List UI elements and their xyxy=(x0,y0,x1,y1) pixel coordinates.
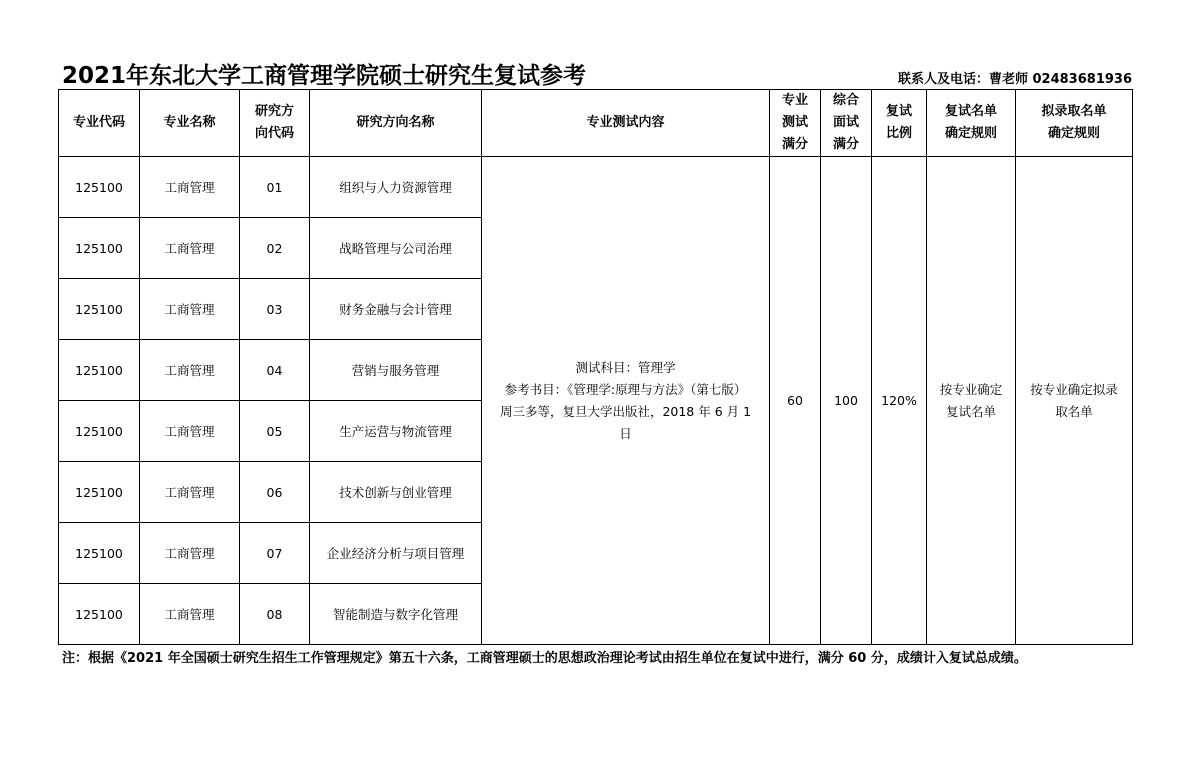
test-content-cell: 测试科目：管理学 参考书目：《管理学:原理与方法》（第七版） 周三多等，复旦大学出版社，2018 年 6 月 1 日 xyxy=(482,157,770,645)
major-name-cell: 工商管理 xyxy=(140,401,240,462)
major-name-cell: 工商管理 xyxy=(140,523,240,584)
header-test-content: 专业测试内容 xyxy=(482,90,770,157)
table-header-row xyxy=(59,90,1133,157)
major-name-cell: 工商管理 xyxy=(140,462,240,523)
retest-list-rule-cell: 按专业确定 复试名单 xyxy=(927,157,1016,645)
direction-name-cell: 财务金融与会计管理 xyxy=(310,279,482,340)
major-code-cell: 125100 xyxy=(59,279,140,340)
header-admission-list-rule: 拟录取名单 确定规则 xyxy=(1016,90,1133,157)
major-name-cell: 工商管理 xyxy=(140,584,240,645)
major-code-cell: 125100 xyxy=(59,462,140,523)
retest-ratio-cell: 120% xyxy=(872,157,927,645)
major-code-cell: 125100 xyxy=(59,523,140,584)
major-name-cell: 工商管理 xyxy=(140,157,240,218)
interview-full-score-cell: 100 xyxy=(821,157,872,645)
major-code-cell: 125100 xyxy=(59,157,140,218)
header-retest-list-rule: 复试名单 确定规则 xyxy=(927,90,1016,157)
major-code-cell: 125100 xyxy=(59,218,140,279)
header-major-name: 专业名称 xyxy=(140,90,240,157)
direction-name-cell: 企业经济分析与项目管理 xyxy=(310,523,482,584)
footnote: 注：根据《2021 年全国硕士研究生招生工作管理规定》第五十六条，工商管理硕士的思想政治理论考试由招生单位在复试中进行，满分 60 分，成绩计入复试总成绩。 xyxy=(62,651,1027,666)
direction-name-cell: 生产运营与物流管理 xyxy=(310,401,482,462)
major-name-cell: 工商管理 xyxy=(140,218,240,279)
test-full-score-cell: 60 xyxy=(770,157,821,645)
header-major-code: 专业代码 xyxy=(59,90,140,157)
major-code-cell: 125100 xyxy=(59,340,140,401)
header-interview-full-score: 综合 面试 满分 xyxy=(821,90,872,157)
major-code-cell: 125100 xyxy=(59,401,140,462)
table-row xyxy=(59,157,1133,218)
direction-name-cell: 战略管理与公司治理 xyxy=(310,218,482,279)
direction-name-cell: 智能制造与数字化管理 xyxy=(310,584,482,645)
direction-name-cell: 营销与服务管理 xyxy=(310,340,482,401)
header-retest-ratio: 复试 比例 xyxy=(872,90,927,157)
direction-name-cell: 组织与人力资源管理 xyxy=(310,157,482,218)
major-name-cell: 工商管理 xyxy=(140,340,240,401)
direction-code-cell: 05 xyxy=(240,401,310,462)
page-title: 2021年东北大学工商管理学院硕士研究生复试参考 xyxy=(62,63,587,89)
major-code-cell: 125100 xyxy=(59,584,140,645)
direction-code-cell: 06 xyxy=(240,462,310,523)
direction-code-cell: 03 xyxy=(240,279,310,340)
admission-list-rule-cell: 按专业确定拟录 取名单 xyxy=(1016,157,1133,645)
direction-code-cell: 08 xyxy=(240,584,310,645)
direction-code-cell: 07 xyxy=(240,523,310,584)
direction-code-cell: 02 xyxy=(240,218,310,279)
direction-name-cell: 技术创新与创业管理 xyxy=(310,462,482,523)
header-direction-name: 研究方向名称 xyxy=(310,90,482,157)
direction-code-cell: 04 xyxy=(240,340,310,401)
retest-reference-table xyxy=(58,89,1133,645)
header-test-full-score: 专业 测试 满分 xyxy=(770,90,821,157)
direction-code-cell: 01 xyxy=(240,157,310,218)
contact-info: 联系人及电话：曹老师 02483681936 xyxy=(897,72,1132,87)
header-direction-code: 研究方 向代码 xyxy=(240,90,310,157)
major-name-cell: 工商管理 xyxy=(140,279,240,340)
